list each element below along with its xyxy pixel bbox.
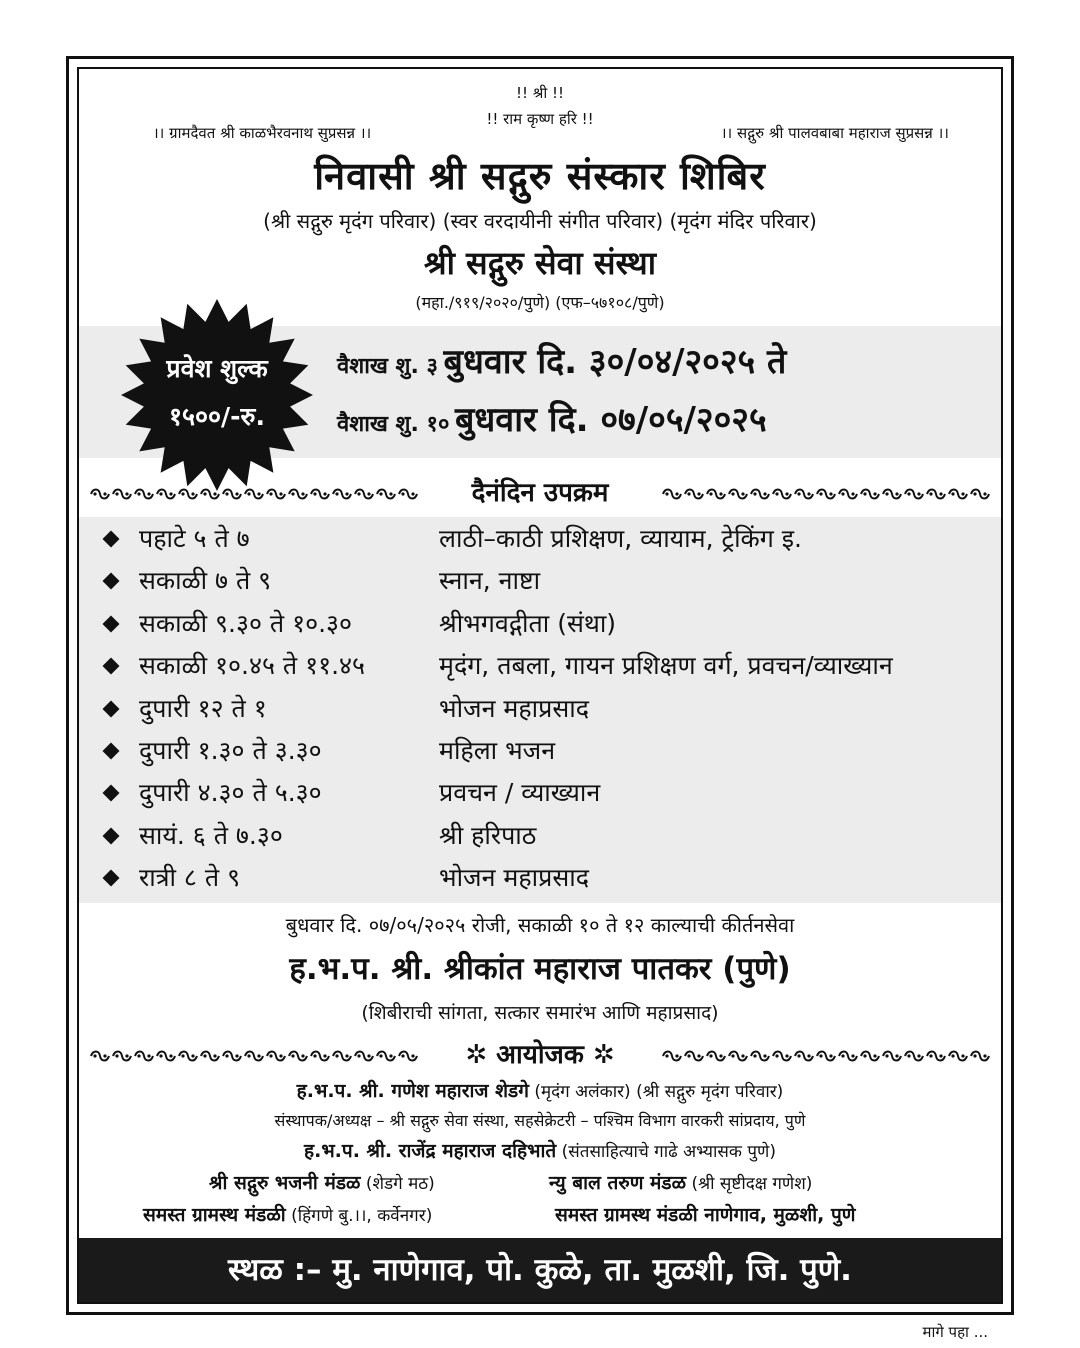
organizer-2 xyxy=(79,1137,1001,1163)
schedule-heading: दैनंदिन उपक्रम xyxy=(471,478,609,508)
kirtan-speaker: ह.भ.प. श्री. श्रीकांत महाराज पातकर (पुणे) xyxy=(289,951,791,987)
schedule-row xyxy=(79,648,1001,690)
group-1-name: श्री सद्गुरु भजनी मंडळ xyxy=(209,1172,361,1194)
asterisk-icon: ✲ xyxy=(465,1040,497,1070)
schedule-row xyxy=(79,733,1001,775)
schedule-activity: मृदंग, तबला, गायन प्रशिक्षण वर्ग, प्रवचन/व्याख्यान xyxy=(439,651,893,681)
families-line: (श्री सद्गुरु मृदंग परिवार) (स्वर वरदायीनी संगीत परिवार) (मृदंग मंदिर परिवार) xyxy=(263,209,817,233)
blessing-left: ।। ग्रामदैवत श्री काळभैरवनाथ सुप्रसन्न ।। xyxy=(153,124,372,142)
blessing-right: ।। सद्गुरु श्री पालवबाबा महाराज सुप्रसन्न ।। xyxy=(720,124,949,142)
schedule-time: सायं. ६ ते ७.३० xyxy=(139,820,283,850)
group-2 xyxy=(549,1169,812,1195)
diamond-bullet-icon xyxy=(103,573,120,590)
group-4 xyxy=(555,1201,856,1227)
start-date-main: बुधवार दि. ३०/०४/२०२५ ते xyxy=(443,342,787,382)
schedule-time: दुपारी १.३० ते ३.३० xyxy=(139,736,322,765)
poster-outer-border xyxy=(66,56,1014,1315)
organizer-2-name: ह.भ.प. श्री. राजेंद्र महाराज दहिभाते xyxy=(304,1140,557,1162)
group-1-extra: (शेडगे मठ) xyxy=(365,1174,435,1194)
group-4-name: समस्त ग्रामस्थ मंडळी नाणेगाव, मुळशी, पुणे xyxy=(555,1204,856,1226)
schedule-activity: प्रवचन / व्याख्यान xyxy=(439,778,601,808)
diamond-bullet-icon xyxy=(103,785,120,802)
group-3 xyxy=(143,1201,432,1227)
schedule-activity: लाठी–काठी प्रशिक्षण, व्यायाम, ट्रेकिंग इ. xyxy=(439,524,803,553)
poster-title: निवासी श्री सद्गुरु संस्कार शिबिर xyxy=(314,154,766,198)
kirtan-line: बुधवार दि. ०७/०५/२०२५ रोजी, सकाळी १० ते १२ काल्याची कीर्तनसेवा xyxy=(285,913,795,937)
schedule-row xyxy=(79,860,1001,902)
schedule-row xyxy=(79,606,1001,648)
group-3-name: समस्त ग्रामस्थ मंडळी xyxy=(143,1204,286,1226)
schedule-time: सकाळी ९.३० ते १०.३० xyxy=(139,608,353,638)
diamond-bullet-icon xyxy=(103,743,120,760)
fee-starburst-icon xyxy=(119,297,315,493)
schedule-time: सकाळी ७ ते ९ xyxy=(139,566,272,596)
organizer-1 xyxy=(79,1077,1001,1103)
schedule-time: रात्री ८ ते ९ xyxy=(139,863,241,893)
schedule-row xyxy=(79,775,1001,817)
start-date-prefix: वैशाख शु. ३ xyxy=(337,354,438,379)
continue-note: मागे पहा ... xyxy=(922,1323,988,1341)
group-3-extra: (हिंगणे बु.।।, कर्वेनगर) xyxy=(291,1206,433,1226)
diamond-bullet-icon xyxy=(103,700,120,717)
schedule-time: दुपारी ४.३० ते ५.३० xyxy=(139,778,322,808)
fee-amount: १५००/-रु. xyxy=(169,402,265,431)
diamond-bullet-icon xyxy=(103,531,120,548)
schedule-activity: भोजन महाप्रसाद xyxy=(439,863,589,893)
schedule-row xyxy=(79,691,1001,733)
diamond-bullet-icon xyxy=(103,870,120,887)
blessing-shri: !! श्री !! xyxy=(515,84,565,102)
group-2-extra: (श्री सृष्टीदक्ष गणेश) xyxy=(691,1174,813,1194)
schedule-row xyxy=(79,563,1001,605)
schedule-activity: महिला भजन xyxy=(439,736,556,765)
organizer-1-designation: संस्थापक/अध्यक्ष – श्री सद्गुरु सेवा संस्था, सहसेक्रेटरी – पश्चिम विभाग वारकरी सांप्रदाय, पुणे xyxy=(274,1111,806,1130)
organizers-heading-text: आयोजक xyxy=(496,1040,584,1070)
diamond-bullet-icon xyxy=(103,827,120,844)
blessing-ram-krishna-hari: !! राम कृष्ण हरि !! xyxy=(486,110,594,128)
schedule-activity: स्नान, नाष्टा xyxy=(439,566,541,596)
organizer-1-name: ह.भ.प. श्री. गणेश महाराज शेडगे xyxy=(296,1080,529,1102)
schedule-row xyxy=(79,818,1001,860)
schedule-time: सकाळी १०.४५ ते ११.४५ xyxy=(139,651,366,681)
schedule-row xyxy=(79,521,1001,563)
asterisk-icon: ✲ xyxy=(583,1040,615,1070)
end-date-main: बुधवार दि. ०७/०५/२०२५ xyxy=(454,400,767,440)
registration-numbers: (महा./९१९/२०२०/पुणे) (एफ–५७१०८/पुणे) xyxy=(415,293,665,312)
end-date-prefix: वैशाख शु. १० xyxy=(337,412,450,437)
start-date xyxy=(337,337,786,383)
schedule-time: दुपारी १२ ते १ xyxy=(139,693,267,723)
organizer-1-extra: (मृदंग अलंकार) (श्री सद्गुरु मृदंग परिवार) xyxy=(534,1082,784,1102)
venue-bar: स्थळ :– मु. नाणेगाव, पो. कुळे, ता. मुळशी, जि. पुणे. xyxy=(79,1238,1001,1302)
organizer-2-extra: (संतसाहित्याचे गाढे अभ्यासक पुणे) xyxy=(561,1142,776,1162)
schedule-activity: भोजन महाप्रसाद xyxy=(439,693,589,723)
ornament-border-icon xyxy=(661,1049,991,1063)
diamond-bullet-icon xyxy=(103,658,120,675)
organization-name: श्री सद्गुरु सेवा संस्था xyxy=(423,244,657,282)
ornament-border-icon xyxy=(661,487,991,501)
diamond-bullet-icon xyxy=(103,615,120,632)
schedule-activity: श्रीभगवद्गीता (संथा) xyxy=(439,608,617,638)
schedule-time: पहाटे ५ ते ७ xyxy=(139,524,250,553)
end-date xyxy=(337,395,767,441)
group-2-name: न्यु बाल तरुण मंडळ xyxy=(549,1172,687,1194)
poster-inner-border xyxy=(77,67,1003,1304)
closing-ceremony: (शिबीराची सांगता, सत्कार समारंभ आणि महाप्रसाद) xyxy=(361,1002,719,1024)
schedule-activity: श्री हरिपाठ xyxy=(439,820,537,850)
group-1 xyxy=(209,1169,435,1195)
fee-label: प्रवेश शुल्क xyxy=(166,354,268,383)
